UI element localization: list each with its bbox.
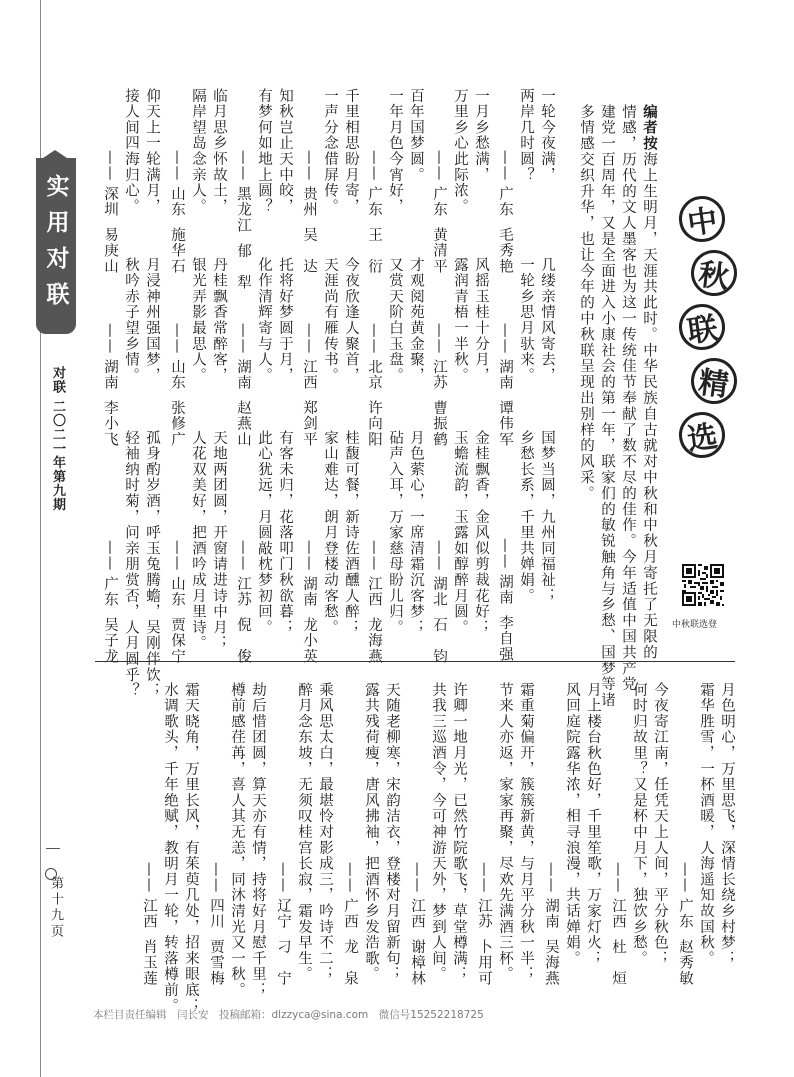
couplet-author: [365, 323, 383, 448]
couplet-author: [101, 150, 119, 275]
couplet-line-2: 玉蟾流韵，玉露如醇醉月圆。: [452, 430, 468, 636]
couplet-line-2: 共我三巡酒令，今可神游天外，梦到人间。: [430, 682, 446, 983]
author-name: 龙 泉: [342, 939, 358, 987]
couplet-line-1: 临月思乡怀故土，: [211, 88, 227, 215]
author-dash: ——: [169, 540, 185, 572]
author-dash: ——: [677, 862, 693, 894]
author-name: 杜 烜: [610, 939, 626, 987]
couplet-line-1: 一月乡愁满，: [473, 88, 489, 183]
couplet-line-2: 露共残荷瘦，唐风拂袖，把酒怀乡发浩歌。: [363, 682, 379, 983]
author-dash: ——: [141, 862, 157, 894]
author-dash: ——: [366, 540, 382, 572]
author-place: 江苏: [476, 897, 492, 930]
author-place: 江苏: [431, 358, 447, 391]
couplet-author: [430, 150, 448, 275]
qr-code-icon: [682, 564, 724, 606]
couplet-author: [234, 540, 252, 665]
author-dash: ——: [476, 862, 492, 894]
couplet-author: [496, 538, 514, 663]
column-tab: [36, 158, 76, 334]
couplet-line-2: 风回庭院露华浓，相寻浪漫，共话婵娟。: [564, 682, 580, 967]
couplet-line-1: 今夜寄江南，任凭天上人间，平分秋色；: [652, 682, 668, 967]
author-dash: ——: [169, 323, 185, 355]
author-dash: ——: [301, 323, 317, 355]
author-dash: ——: [301, 150, 317, 182]
couplet-line-1: 丹桂飘香常醉客，: [211, 257, 227, 384]
couplet-line-1: 才观阅苑黄金聚，: [408, 257, 424, 384]
couplet-author: [207, 862, 225, 995]
couplet-line-2: 水调歌头，千年绝赋，教明月一轮，转落樽前。: [162, 682, 178, 1014]
author-place: 广东: [677, 897, 693, 930]
author-name: 施华石: [169, 227, 185, 275]
couplet-line-2: 秋吟赤子望乡情。: [123, 257, 139, 384]
couplet-line-2: 轻袖纳时菊，问亲朋赏否，人月圆乎？: [123, 430, 139, 699]
title-char: 选: [676, 409, 728, 461]
author-name: 倪 俊: [235, 617, 251, 665]
author-place: 广东: [497, 185, 513, 218]
couplet-line-1: 许卿一地月光，已然竹院歌飞，草堂樽满；: [451, 682, 467, 983]
author-name: 卜用可: [476, 939, 492, 987]
couplet-line-2: 何时归故里？又是杯中月下，独饮乡愁。: [631, 682, 647, 967]
couplet-line-2: 隔岸望岛念亲人。: [190, 88, 206, 215]
couplet-line-1: 风摇玉桂十分月，: [473, 257, 489, 384]
couplet-author: [300, 323, 318, 448]
couplet-line-2: 樽前感荏苒，喜人其无恙，同沐清光又一秋。: [229, 682, 245, 998]
couplet-author: [234, 323, 252, 448]
author-place: 四川: [208, 897, 224, 930]
couplet-line-1: 百年国梦圆。: [408, 88, 424, 183]
author-name: 张修广: [169, 400, 185, 448]
couplet-author: [496, 323, 514, 448]
issue-info: 对联 二〇二一年第九期: [50, 366, 65, 512]
author-name: 龙小英: [301, 617, 317, 665]
author-dash: ——: [366, 323, 382, 355]
editor-note-line-2: 情感，历代的文人墨客也为这一传统佳节奉献了数不尽的佳作。今年适值中国共产党: [620, 104, 636, 693]
couplet-line-1: 劫后惜团圆，算天亦有情，持将好月慰千里；: [250, 682, 266, 998]
author-place: 山东: [169, 575, 185, 608]
author-name: 许向阳: [366, 400, 382, 448]
page-title: [680, 196, 736, 458]
author-dash: ——: [235, 150, 251, 182]
author-name: 黄清平: [431, 227, 447, 275]
couplet-line-1: 月色明心，万里思飞，深情长绕乡村梦；: [719, 682, 735, 967]
title-char: 中: [676, 193, 728, 245]
couplet-line-2: 化作清辉寄与人。: [256, 257, 272, 384]
couplet-line-2: 此心犹远，月圆敲枕梦初回。: [256, 430, 272, 636]
couplet-line-1: 托将好梦圆于月，: [277, 257, 293, 384]
author-dash: ——: [275, 862, 291, 894]
author-name: 赵燕山: [235, 400, 251, 448]
author-place: 湖南: [102, 358, 118, 391]
couplet-line-1: 仰天上一轮满月，: [144, 88, 160, 215]
author-place: 广东: [102, 575, 118, 608]
couplet-author: [168, 150, 186, 275]
author-place: 湖南: [301, 575, 317, 608]
couplet-author: [140, 862, 158, 995]
left-tick-mark: [46, 848, 60, 849]
couplet-author: [430, 323, 448, 448]
couplet-author: [496, 150, 514, 275]
couplet-line-2: 银光弄影最思人。: [190, 257, 206, 384]
author-name: 毛秀艳: [497, 227, 513, 275]
couplet-line-2: 万里乡心此际浓。: [452, 88, 468, 215]
couplet-author: [365, 150, 383, 275]
couplet-author: [365, 540, 383, 665]
column-name: 实用对联: [42, 174, 69, 318]
author-place: 湖南: [497, 573, 513, 606]
couplet-line-1: 有客未归，花落叩门秋欲暮；: [277, 430, 293, 636]
author-dash: ——: [342, 862, 358, 894]
qr-caption: 中秋联选登: [672, 620, 718, 630]
footer-credits: 本栏目责任编辑 闫长安 投稿邮箱：dlzzyca@sina.com 微信号15252218725: [93, 1009, 484, 1021]
couplet-line-2: 有梦何如地上圆？: [256, 88, 272, 215]
couplet-line-2: 砧声入耳，万家慈母盼儿归。: [387, 430, 403, 636]
couplet-line-1: 天地两团圆，开窗请进诗中月；: [211, 430, 227, 652]
title-char: 秋: [688, 247, 739, 298]
couplet-author: [168, 540, 186, 665]
couplet-line-1: 孤身酌岁酒，呼玉兔腾蟾，吴刚伴饮；: [144, 430, 160, 699]
author-place: 湖南: [235, 358, 251, 391]
author-dash: ——: [102, 540, 118, 572]
couplet-line-1: 桂馥可餐，新诗佐酒醺人醉；: [343, 430, 359, 636]
author-name: 李自强: [497, 615, 513, 663]
author-place: 深圳: [102, 185, 118, 218]
couplet-author: [475, 862, 493, 995]
author-name: 吴海燕: [543, 939, 559, 987]
author-dash: ——: [543, 862, 559, 894]
author-place: 贵州: [301, 185, 317, 218]
couplet-line-1: 千里相思盼月寄，: [343, 88, 359, 215]
author-dash: ——: [431, 150, 447, 182]
author-dash: ——: [497, 538, 513, 570]
title-char: 精: [688, 355, 739, 406]
couplet-author: [300, 540, 318, 665]
author-dash: ——: [208, 862, 224, 894]
author-place: 江西: [610, 897, 626, 930]
author-name: 曹振鹤: [431, 400, 447, 448]
couplet-author: [274, 862, 292, 995]
author-place: 江西: [301, 358, 317, 391]
editor-note-line-3: 建党一百周年，又是全面进入小康社会的第一年，联家们的敏锐触角与乡愁、国梦等诸: [599, 104, 615, 709]
author-dash: ——: [301, 540, 317, 572]
author-dash: ——: [497, 323, 513, 355]
author-name: 李小飞: [102, 400, 118, 448]
section-divider: [95, 661, 735, 662]
author-name: 易庚山: [102, 227, 118, 275]
couplet-author: [234, 150, 252, 291]
couplet-author: [609, 862, 627, 995]
couplet-line-2: 节来人亦返，家家再聚，尽欢先满酒三杯。: [497, 682, 513, 983]
author-dash: ——: [431, 323, 447, 355]
author-dash: ——: [102, 323, 118, 355]
editor-note-line-1: 编者按海上生明月，天涯共此时。中华民族自古就对中秋和中秋月寄托了无限的: [641, 104, 657, 661]
title-char: 联: [676, 301, 728, 353]
author-place: 广西: [342, 897, 358, 930]
author-dash: ——: [610, 862, 626, 894]
author-dash: ——: [235, 323, 251, 355]
author-name: 吴子龙: [102, 617, 118, 665]
couplet-line-1: 金桂飘香，金风似剪裁花好；: [473, 430, 489, 636]
couplet-line-2: 家山难达，朗月登楼动客愁。: [322, 430, 338, 636]
author-name: 吴 达: [301, 227, 317, 275]
couplet-line-1: 一轮今夜满，: [539, 88, 555, 183]
couplet-line-1: 知秋岂止天中皎，: [277, 88, 293, 215]
couplet-line-1: 霜重菊偏开，簇簇新黄，与月平分秋一半；: [518, 682, 534, 983]
author-name: 谭伟军: [497, 400, 513, 448]
author-name: 刁 宁: [275, 939, 291, 987]
couplet-author: [676, 862, 694, 995]
editor-note-line-4: 多情感交织升华，也让今年的中秋联呈现出别样的风采。: [578, 104, 594, 502]
couplet-line-2: 一轮乡思月驮来。: [518, 257, 534, 384]
author-place: 广东: [431, 185, 447, 218]
couplet-line-2: 又赏天阶白玉盘。: [387, 257, 403, 384]
author-name: 郑剑平: [301, 400, 317, 448]
couplet-line-2: 人花双美好，把酒吟成月里诗。: [190, 430, 206, 652]
couplet-line-1: 乘风思太白，最堪怜对影成三，吟诗不二；: [317, 682, 333, 983]
author-place: 山东: [169, 185, 185, 218]
couplet-author: [168, 323, 186, 448]
author-place: 广东: [366, 185, 382, 218]
couplet-line-2: 天涯尚有雁传书。: [322, 257, 338, 384]
author-dash: ——: [169, 150, 185, 182]
author-place: 湖南: [543, 897, 559, 930]
author-place: 北京: [366, 358, 382, 391]
author-place: 江西: [366, 575, 382, 608]
author-place: 黑龙江: [235, 185, 251, 234]
author-name: 龙海燕: [366, 617, 382, 665]
couplet-line-2: 一年月色今宵好，: [387, 88, 403, 215]
couplet-line-1: 霜天晓角，万里长风，有茱萸几处，招来眼底；: [183, 682, 199, 1014]
author-name: 郁 犁: [235, 243, 251, 291]
author-dash: ——: [497, 150, 513, 182]
couplet-line-2: 醉月念东坡，无须叹桂宫长寂，霜发早生。: [296, 682, 312, 983]
couplet-line-1: 月色萦心，一席清霜沉客梦；: [408, 430, 424, 636]
couplet-author: [300, 150, 318, 275]
author-place: 湖北: [431, 575, 447, 608]
author-name: 石 钧: [431, 617, 447, 665]
couplet-line-2: 乡愁长系，千里共婵娟。: [518, 430, 534, 604]
author-dash: ——: [102, 150, 118, 182]
author-place: 江西: [141, 897, 157, 930]
author-place: 辽宁: [275, 897, 291, 930]
couplet-author: [101, 323, 119, 448]
couplet-line-2: 两岸几时圆？: [518, 88, 534, 183]
author-name: 谢樟林: [409, 939, 425, 987]
couplet-line-2: 霜华胜雪，一杯酒暖，人海遥知故国秋。: [698, 682, 714, 967]
author-name: 贾保宁: [169, 617, 185, 665]
author-place: 江苏: [235, 575, 251, 608]
couplet-line-1: 月浸神州强国梦，: [144, 257, 160, 384]
couplet-line-1: 国梦当圆，九州同福祉；: [539, 430, 555, 604]
couplet-author: [408, 862, 426, 995]
author-place: 江西: [409, 897, 425, 930]
couplet-author: [542, 862, 560, 995]
author-dash: ——: [409, 862, 425, 894]
author-name: 赵秀敏: [677, 939, 693, 987]
author-dash: ——: [431, 540, 447, 572]
couplet-author: [101, 540, 119, 665]
editor-note-label: 编者按: [641, 104, 657, 152]
author-name: 贾雪梅: [208, 939, 224, 987]
couplet-line-1: 天随老柳寒，宋韵洁衣，登楼对月留新句；: [384, 682, 400, 983]
couplet-line-2: 露润青梧一半秋。: [452, 257, 468, 384]
couplet-line-1: 月上楼台秋色好，千里笙歌，万家灯火；: [585, 682, 601, 967]
author-dash: ——: [366, 150, 382, 182]
couplet-author: [341, 862, 359, 995]
author-place: 湖南: [497, 358, 513, 391]
author-dash: ——: [235, 540, 251, 572]
author-name: 肖玉莲: [141, 939, 157, 987]
page-number: 第十九页: [48, 876, 63, 940]
couplet-line-2: 接人间四海归心。: [123, 88, 139, 215]
couplet-line-1: 今夜欣逢人聚首，: [343, 257, 359, 384]
couplet-author: [430, 540, 448, 665]
couplet-line-1: 几缕亲情风寄去，: [539, 257, 555, 384]
author-place: 山东: [169, 358, 185, 391]
author-name: 王 衍: [366, 227, 382, 275]
couplet-line-2: 一声分念借屏传。: [322, 88, 338, 215]
